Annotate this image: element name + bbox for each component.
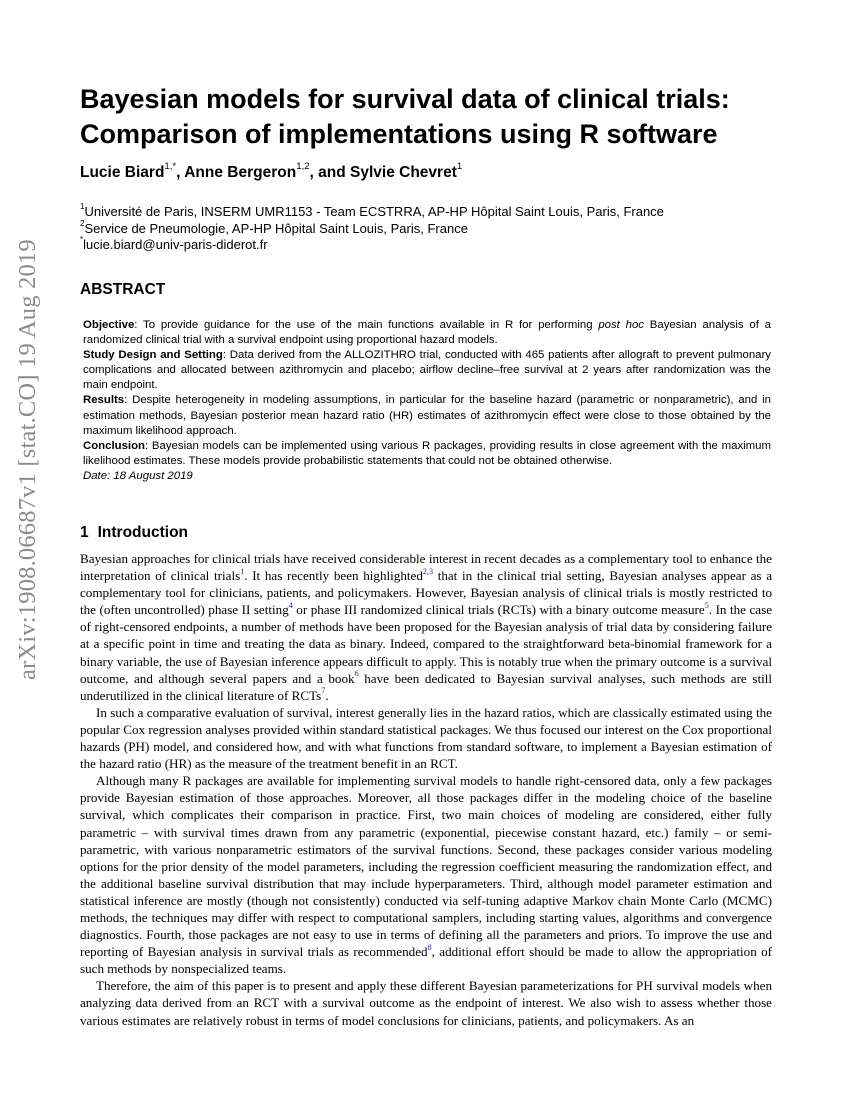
body-paragraph: [80, 550, 772, 704]
abstract-text: : Data derived from the ALLOZITHRO trial, conducted with 465 patients after allograft to prevent pulmonary complications and allocated between azithromycin and placebo; airflow decline–free survival at 2 years after randomization was the main endpoint.: [83, 349, 771, 392]
abstract-italic-term: post hoc: [598, 319, 644, 331]
affiliation-mark: 1: [80, 202, 85, 212]
author-name: Anne Bergeron: [184, 164, 297, 181]
abstract-label: Study Design and Setting: [83, 349, 223, 362]
affiliation-line: [80, 218, 664, 238]
body-text: have been dedicated to Bayesian survival analyses, such methods are still underutilized in the clinical literature of RCTs: [80, 670, 772, 703]
affiliation-mark: *: [80, 235, 84, 245]
affiliation-text: Université de Paris, INSERM UMR1153 - Team ECSTRRA, AP-HP Hôpital Saint Louis, Paris, France: [84, 204, 664, 219]
affiliation-mark: 2: [80, 218, 85, 228]
title-line-2: Comparison of implementations using R software: [80, 119, 718, 149]
abstract-text: : To provide guidance for the use of the main functions available in R for performing: [134, 319, 599, 331]
author-separator: ,: [176, 164, 185, 181]
abstract-objective: [83, 318, 771, 348]
citation-link[interactable]: 2,3: [422, 566, 434, 576]
author-affiliation-marks: 1,*: [164, 161, 177, 173]
citation-link[interactable]: 1: [240, 566, 245, 576]
affiliations-block: [80, 204, 664, 254]
introduction-body: [80, 550, 772, 1029]
body-text: .: [325, 687, 329, 703]
paper-title: [80, 82, 780, 152]
author-affiliation-marks: 1: [456, 161, 463, 173]
body-text: . It has recently been highlighted: [244, 568, 423, 584]
citation-link[interactable]: 7: [321, 686, 326, 696]
abstract-body: [83, 318, 771, 484]
arxiv-identifier-stamp: arXiv:1908.06687v1 [stat.CO] 19 Aug 2019: [14, 239, 41, 680]
abstract-study-design: [83, 348, 771, 393]
contact-email[interactable]: lucie.biard@univ-paris-diderot.fr: [83, 237, 268, 252]
abstract-text: : Bayesian models can be implemented using various R packages, providing results in close agreement with the maximum likelihood estimates. These models provide probabilistic statements that could not be obtained otherwise.: [83, 439, 771, 467]
abstract-conclusion: [83, 439, 771, 469]
affiliation-line: [80, 204, 664, 221]
citation-link[interactable]: 8: [427, 942, 432, 952]
title-line-1: Bayesian models for survival data of clinical trials:: [80, 84, 730, 114]
abstract-label: Objective: [83, 319, 135, 331]
abstract-label: Conclusion: [83, 439, 146, 452]
author-affiliation-marks: 1,2: [296, 161, 310, 173]
abstract-text: Bayesian analysis of a randomized clinical trial with a survival endpoint using proportional hazard models.: [83, 319, 771, 347]
abstract-date: Date: 18 August 2019: [83, 469, 193, 482]
body-text: Bayesian approaches for clinical trials have received considerable interest in recent decades as a complementary tool to enhance the interpretation of clinical trials: [80, 551, 772, 584]
abstract-results: [83, 393, 771, 438]
body-text: , additional effort should be made to allow the appropriation of such methods by nonspecialized teams.: [80, 944, 773, 977]
abstract-label: Results: [83, 394, 125, 407]
affiliation-line: [80, 237, 664, 254]
abstract-text: : Despite heterogeneity in modeling assumptions, in particular for the baseline hazard (parametric or nonparametric), and in estimation methods, Bayesian posterior mean hazard ratio (HR) estimates of azithromycin effect were close to those obtained by the maximum likelihood approach.: [83, 394, 771, 437]
body-text: that in the clinical trial setting, Bayesian analyses appear as a complementary tool for clinicians, patients, and policymakers. However, Bayesian analysis of clinical trials is mostly restricted to the (often uncontrolled) phase II setting: [80, 568, 773, 618]
body-text: . In the case of right-censored endpoints, a number of methods have been proposed for the Bayesian analysis of trial data by considering failure at a specific point in time and treating the data as binary. Indeed, compared to the straightforward beta-binomial framework for a binary variable, the use of Bayesian inference appears difficult to apply. This is notably true when the primary outcome is a survival outcome, and although several papers and a book: [80, 602, 772, 686]
body-text: or phase III randomized clinical trials (RCTs) with a binary outcome measure: [292, 602, 705, 618]
author-separator: , and: [309, 164, 351, 181]
body-text: Although many R packages are available for implementing survival models to handle right-censored data, only a few packages provide Bayesian estimation of those approaches. Moreover, all those packages differ in the modeling choice of the baseline survival, which complicates their comparison in practice. First, two main choices of modeling are considered, either fully parametric – with survival times drawn from any parametric (exponential, piecewise constant hazard, etc.) family – or semi-parametric, with various nonparametric estimators of the survival functions. Second, these packages consider various modeling options for the prior density of the model parameters, including the regression coefficient measuring the randomization effect, and the additional baseline survival distribution that may include hyperparameters. Third, although model parameter estimation and statistical inference are mostly (though not consistently) conducted via self-tuning adaptive Markov chain Monte Carlo (MCMC) methods, the techniques may differ with respect to computational samplers, including starting values, algorithms and convergence diagnostics. Fourth, those packages are not easy to use in terms of defining all the parameters and priors. To improve the use and reporting of Bayesian analysis in survival trials as recommended: [80, 773, 772, 960]
body-paragraph: [80, 772, 772, 977]
affiliation-text: Service de Pneumologie, AP-HP Hôpital Saint Louis, Paris, France: [84, 220, 468, 236]
section-title: Introduction: [97, 524, 189, 541]
abstract-heading: ABSTRACT: [80, 281, 166, 298]
section-heading-introduction: [80, 524, 188, 542]
citation-link[interactable]: 4: [288, 600, 293, 610]
citation-link[interactable]: 5: [704, 600, 709, 610]
citation-link[interactable]: 6: [354, 669, 359, 679]
author-list: [80, 161, 463, 182]
author-name: Lucie Biard: [80, 164, 165, 181]
section-number: 1: [80, 524, 89, 541]
body-paragraph: In such a comparative evaluation of survival, interest generally lies in the hazard ratios, which are classically estimated using the popular Cox regression analyses provided within standard statistical packages. We thus focused our interest on the Cox proportional hazards (PH) model, and considered how, and with what functions from standard software, to implement a Bayesian estimation of the hazard ratio (HR) as the measure of the treatment benefit in an RCT.: [80, 704, 772, 772]
body-paragraph: Therefore, the aim of this paper is to present and apply these different Bayesian parameterizations for PH survival models when analyzing data derived from an RCT with a survival outcome as the endpoint of interest. We also wish to assess whether those various estimates are relatively robust in terms of model conclusions for clinicians, patients, and policymakers. As an: [80, 978, 772, 1028]
author-name: Sylvie Chevret: [350, 164, 457, 181]
